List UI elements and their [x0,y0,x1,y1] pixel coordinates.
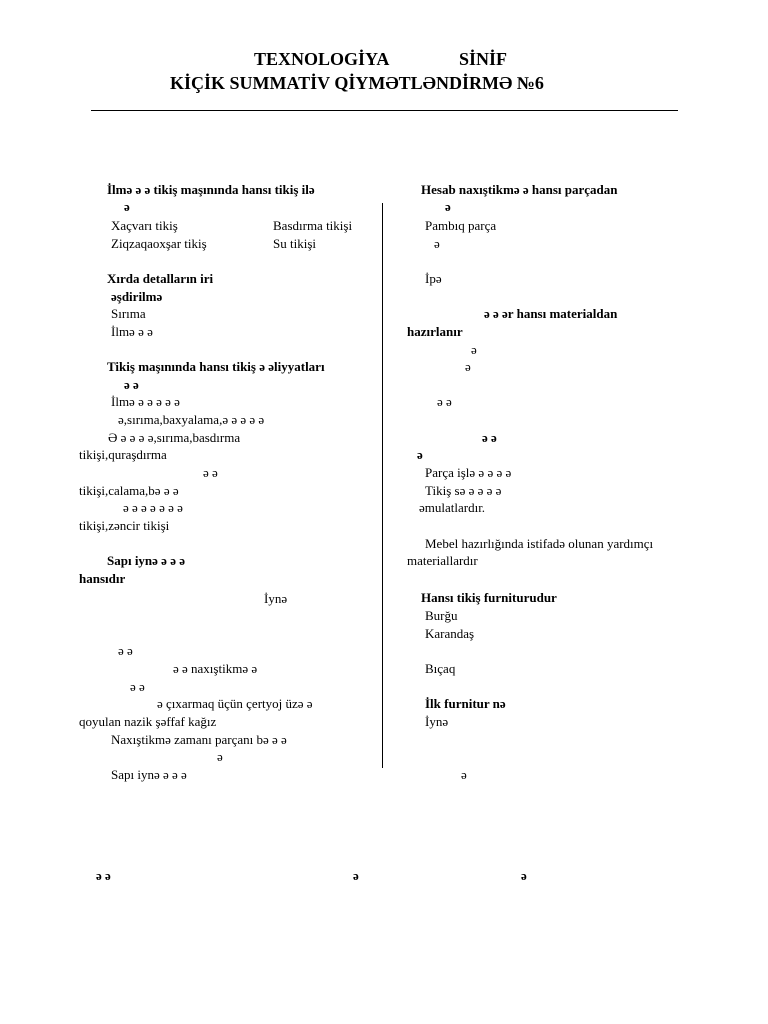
answer-line: Mebel hazırlığında istifadə olunan yardımçı [425,536,654,551]
answer-line: ə ə [130,679,145,694]
question-text: ə ə [124,377,139,392]
column-divider [382,203,383,768]
answer-line: ə ə [482,430,497,445]
question-text: İlmə ə ə tikiş maşınında hansı tikiş ilə [107,182,315,197]
question-text: Sapı iynə ə ə ə [107,553,185,568]
answer-line: ə [217,749,223,764]
question-text: Xırda detalların iri [107,271,214,286]
subject-title: TEXNOLOGİYA [254,49,390,69]
answer-line: qoyulan nazik şəffaf kağız [79,714,217,729]
answer-option: Basdırma tikişi [273,218,353,233]
question-text: hazırlanır [407,324,463,339]
answer-line: Naxıştikmə zamanı parçanı bə ə ə [111,732,287,747]
footer-text: ə [353,868,359,883]
answer-line: ə [471,342,477,357]
page-title: KİÇİK SUMMATİV QİYMƏTLƏNDİRMƏ №6 [170,73,544,93]
grade-label: SİNİF [459,49,508,69]
answer-option: Sırıma [111,306,146,321]
question-text: hansıdır [79,571,126,586]
answer-line: Parça işlə ə ə ə ə [425,465,512,480]
answer-line: materiallardır [407,553,478,568]
footer-text: ə [521,868,527,883]
answer-line: ə [417,447,423,462]
answer-option: İlmə ə ə [111,324,153,339]
answer-line: ə ə [437,394,452,409]
answer-line: ə,sırıma,baxyalama,ə ə ə ə ə [118,412,265,427]
question-text: Hesab naxıştikmə ə hansı parçadan [421,182,618,197]
header-divider [91,110,678,111]
answer-line: ə ə ə ə ə ə ə [123,500,183,515]
answer-option: İynə [425,714,449,729]
answer-line: ə ə naxıştikmə ə [173,661,258,676]
answer-line: Ə ə ə ə ə,sırıma,basdırma [108,430,241,445]
answer-option: Burğu [425,608,458,623]
footer-text: ə ə [96,868,111,883]
question-text: ə [124,199,130,214]
answer-option: Pambıq parça [425,218,497,233]
answer-line: Tikiş sə ə ə ə ə [425,483,502,498]
question-text: İlk furnitur nə [425,696,506,711]
answer-option: Karandaş [425,626,475,641]
answer-line: İlmə ə ə ə ə ə [111,394,180,409]
question-text: ə [445,199,451,214]
answer-line: ə ə [203,465,218,480]
question-text: ə ə ər hansı materialdan [484,306,618,321]
answer-option: Su tikişi [273,236,316,251]
answer-line: əmulatlardır. [419,500,486,515]
answer-option: İpə [425,271,442,286]
answer-line: ə [461,767,467,782]
answer-option: Ziqzaqaoxşar tikiş [111,236,207,251]
question-text: əşdirilmə [111,289,163,304]
answer-option: İynə [264,591,288,606]
answer-option: Bıçaq [425,661,456,676]
answer-line: tikişi,quraşdırma [79,447,167,462]
answer-line: ə [465,359,471,374]
answer-line: ə ə [118,643,133,658]
answer-line: Sapı iynə ə ə ə [111,767,187,782]
answer-option: Xaçvarı tikiş [111,218,178,233]
answer-option: ə [434,236,440,251]
question-text: Hansı tikiş furniturudur [421,590,557,605]
answer-line: ə çıxarmaq üçün çertyoj üzə ə [157,696,313,711]
answer-line: tikişi,zəncir tikişi [79,518,170,533]
answer-line: tikişi,calama,bə ə ə [79,483,179,498]
question-text: Tikiş maşınında hansı tikiş ə əliyyatları [107,359,325,374]
